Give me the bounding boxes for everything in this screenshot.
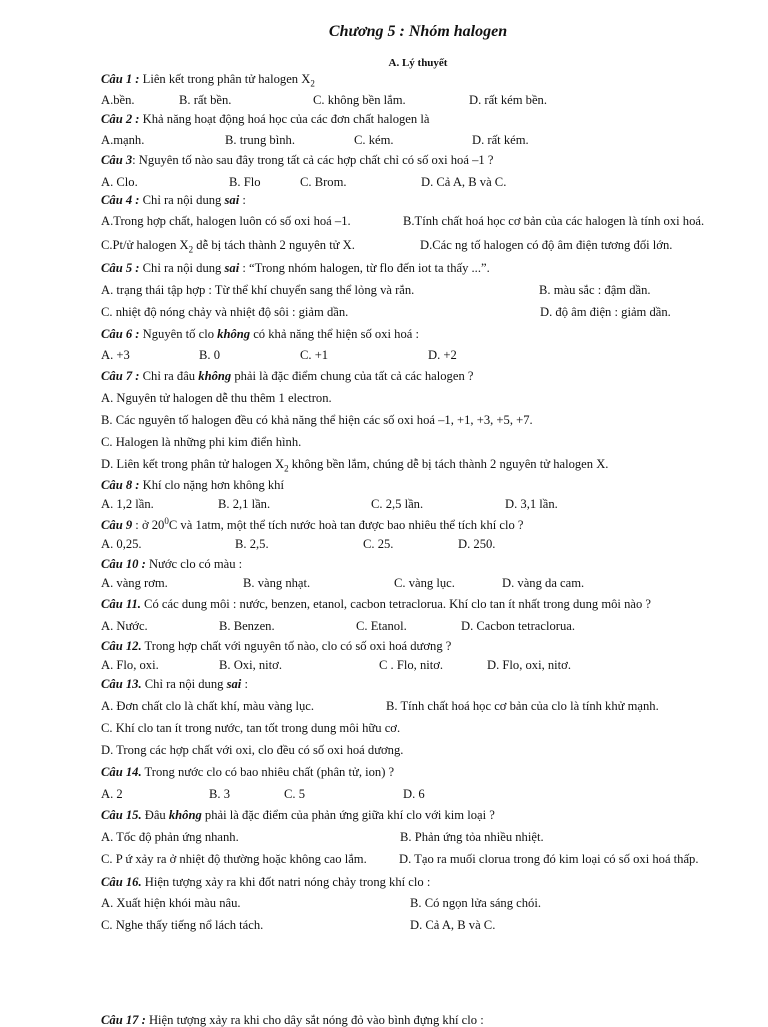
question-8	[101, 479, 284, 492]
question-text: Trong hợp chất với nguyên tố nào, clo có số oxi hoá dương ?	[141, 639, 452, 653]
question-text: :	[241, 677, 248, 691]
question-text: Hiện tượng xảy ra khi đốt natri nóng chảy trong khí clo :	[141, 875, 431, 889]
question-text: Hiện tượng xảy ra khi cho dây sắt nóng đỏ vào bình đựng khí clo :	[145, 1013, 484, 1027]
question-text: :	[239, 193, 246, 207]
option-d: D. Flo, oxi, nitơ.	[487, 658, 571, 672]
option-a: A.bền.	[101, 93, 135, 107]
subscript: 2	[188, 244, 194, 255]
question-text: có khả năng thể hiện số oxi hoá :	[250, 327, 419, 341]
option-d: D. 6	[403, 787, 425, 801]
option-a: A. Nước.	[101, 619, 148, 633]
option-d: D. +2	[428, 348, 457, 362]
question-label: Câu 6 :	[101, 327, 140, 341]
question-5	[101, 262, 490, 275]
question-text: Trong nước clo có bao nhiêu chất (phân tử, ion) ?	[141, 765, 395, 779]
question-text: : ở 20	[132, 518, 165, 533]
question-label: Câu 3	[101, 153, 133, 167]
option-c: C. 5	[284, 787, 305, 801]
option-c: C . Flo, nitơ.	[379, 658, 444, 672]
question-label: Câu 13.	[101, 677, 142, 691]
question-label: Câu 16.	[101, 875, 142, 889]
option-d: D. độ âm điện : giảm dần.	[540, 305, 671, 319]
option-b: B. Oxi, nitơ.	[219, 658, 282, 672]
option-b: B. Có ngọn lửa sáng chói.	[410, 896, 542, 910]
emphasis: sai	[224, 193, 240, 207]
option-a: A. 1,2 lần.	[101, 497, 154, 511]
emphasis: không	[198, 369, 232, 383]
option-c	[101, 239, 355, 255]
subscript: 2	[284, 463, 289, 474]
question-label: Câu 14.	[101, 765, 142, 779]
option-d: D. 3,1 lần.	[505, 497, 558, 511]
option-d: D. rất kém.	[472, 133, 529, 147]
question-text: Nguyên tố clo	[139, 327, 218, 341]
option-c: C. 2,5 lần.	[371, 497, 424, 511]
option-c: C. không bền lắm.	[313, 93, 406, 107]
option-c: C. Etanol.	[356, 619, 407, 633]
question-12	[101, 640, 451, 653]
question-15	[101, 809, 495, 822]
subscript: 2	[310, 78, 315, 89]
option-c: C. nhiệt độ nóng chảy và nhiệt độ sôi : giảm dần.	[101, 305, 349, 319]
chapter-title: Chương 5 : Nhóm halogen	[328, 23, 508, 40]
question-label: Câu 1 :	[101, 72, 140, 86]
question-label: Câu 17 :	[101, 1013, 146, 1027]
question-text: Chỉ ra đâu	[139, 369, 199, 383]
question-14	[101, 766, 394, 779]
question-text: : Nguyên tố nào sau đây trong tất cả các hợp chất chỉ có số oxi hoá –1 ?	[132, 153, 494, 167]
option-b: B. 2,1 lần.	[218, 497, 271, 511]
option-a: A. Nguyên tử halogen dễ thu thêm 1 electron.	[101, 391, 332, 405]
question-text: Chỉ ra nội dung	[139, 193, 225, 207]
question-11	[101, 598, 651, 611]
emphasis: sai	[226, 677, 242, 691]
question-2	[101, 113, 429, 126]
option-c: C. Brom.	[300, 175, 347, 189]
option-b: B. vàng nhạt.	[243, 576, 311, 590]
option-text: dễ bị tách thành 2 nguyên tử X.	[193, 238, 355, 252]
option-b: B. Phản ứng tỏa nhiều nhiệt.	[400, 830, 544, 844]
option-b: B.Tính chất hoá học cơ bản của các halogen là tính oxi hoá.	[403, 214, 705, 228]
question-1	[101, 73, 315, 89]
option-d: D. Cả A, B và C.	[410, 918, 496, 932]
emphasis: không	[168, 808, 202, 822]
question-text: phải là đặc điểm chung của tất cả các halogen ?	[231, 369, 474, 383]
option-c: C. kém.	[354, 133, 394, 147]
question-label: Câu 11.	[101, 597, 141, 611]
option-text: D. Liên kết trong phân tử halogen X	[101, 457, 285, 471]
option-d: D. Cả A, B và C.	[421, 175, 507, 189]
option-c: C. 25.	[363, 537, 394, 551]
option-b: B. rất bền.	[179, 93, 232, 107]
option-a: A. vàng rơm.	[101, 576, 168, 590]
option-d: D. Trong các hợp chất với oxi, clo đều có số oxi hoá dương.	[101, 743, 404, 757]
question-text: Có các dung môi : nước, benzen, etanol, cacbon tetraclorua. Khí clo tan ít nhất trong dung môi nào ?	[140, 597, 651, 611]
question-7	[101, 370, 473, 383]
question-10	[101, 558, 242, 571]
option-a: A. Đơn chất clo là chất khí, màu vàng lục.	[101, 699, 314, 713]
question-label: Câu 12.	[101, 639, 142, 653]
question-text: Chỉ ra nội dung	[141, 677, 227, 691]
option-a: A. 0,25.	[101, 537, 142, 551]
option-c: C. Khí clo tan ít trong nước, tan tốt trong dung môi hữu cơ.	[101, 721, 401, 735]
option-b: B. 2,5.	[235, 537, 269, 551]
question-label: Câu 10 :	[101, 557, 146, 571]
option-a: A.mạnh.	[101, 133, 145, 147]
option-d	[101, 458, 608, 474]
option-c: C. +1	[300, 348, 329, 362]
option-d: D. 250.	[458, 537, 496, 551]
option-b: B. Tính chất hoá học cơ bản của clo là tính khử mạnh.	[386, 699, 659, 713]
question-3	[101, 154, 493, 167]
question-16	[101, 876, 430, 889]
option-b: B. Flo	[229, 175, 261, 189]
question-label: Câu 8 :	[101, 478, 140, 492]
superscript: 0	[164, 516, 169, 526]
question-text: : “Trong nhóm halogen, từ flo đến iot ta thấy ...”.	[239, 261, 490, 275]
emphasis: sai	[224, 261, 240, 275]
question-17-cutoff	[101, 1014, 484, 1027]
option-text: C.Pt/ử halogen X	[101, 238, 189, 252]
option-a: A. +3	[101, 348, 130, 362]
question-text: Liên kết trong phân tử halogen X	[139, 72, 311, 86]
option-a: A. 2	[101, 787, 123, 801]
option-a: A.Trong hợp chất, halogen luôn có số oxi hoá –1.	[101, 214, 351, 228]
question-4	[101, 194, 246, 207]
option-b: B. Benzen.	[219, 619, 275, 633]
question-label: Câu 7 :	[101, 369, 140, 383]
question-label: Câu 4 :	[101, 193, 140, 207]
question-9	[101, 517, 524, 532]
question-text: Khí clo nặng hơn không khí	[139, 478, 284, 492]
question-label: Câu 15.	[101, 808, 142, 822]
question-13	[101, 678, 248, 691]
option-d: D. vàng da cam.	[502, 576, 585, 590]
option-a: A. Flo, oxi.	[101, 658, 159, 672]
option-b: B. màu sắc : đậm dần.	[539, 283, 651, 297]
section-heading: A. Lý thuyết	[388, 57, 448, 69]
option-b: B. trung bình.	[225, 133, 295, 147]
question-label: Câu 9	[101, 518, 133, 533]
question-text: phải là đặc điểm của phản ứng giữa khí clo với kim loại ?	[201, 808, 495, 822]
question-label: Câu 2 :	[101, 112, 140, 126]
option-a: A. Xuất hiện khói màu nâu.	[101, 896, 241, 910]
option-a: A. Tốc độ phản ứng nhanh.	[101, 830, 239, 844]
question-text: C và 1atm, một thể tích nước hoà tan được bao nhiêu thể tích khí clo ?	[168, 518, 524, 533]
question-text: Khả năng hoạt động hoá học của các đơn chất halogen là	[139, 112, 430, 126]
question-label: Câu 5 :	[101, 261, 140, 275]
option-c: C. Halogen là những phi kim điển hình.	[101, 435, 302, 449]
question-text: Đâu	[141, 808, 169, 822]
question-text: Chỉ ra nội dung	[139, 261, 225, 275]
option-d: D. rất kém bền.	[469, 93, 547, 107]
emphasis: không	[217, 327, 251, 341]
option-b: B. Các nguyên tố halogen đều có khả năng thể hiện các số oxi hoá –1, +1, +3, +5, +7.	[101, 413, 533, 427]
option-text: không bền lắm, chúng dễ bị tách thành 2 nguyên tử halogen X.	[288, 457, 609, 471]
option-c: C. vàng lục.	[394, 576, 455, 590]
question-text: Nước clo có màu :	[145, 557, 243, 571]
option-a: A. Clo.	[101, 175, 138, 189]
option-d: D.Các ng tố halogen có độ âm điện tương đối lớn.	[420, 238, 673, 252]
option-c: C. P ứ xảy ra ở nhiệt độ thường hoặc không cao lắm.	[101, 852, 367, 866]
option-b: B. 0	[199, 348, 220, 362]
option-d: D. Cacbon tetraclorua.	[461, 619, 575, 633]
option-c: C. Nghe thấy tiếng nổ lách tách.	[101, 918, 264, 932]
option-a: A. trạng thái tập hợp : Từ thể khí chuyển sang thể lỏng và rắn.	[101, 283, 415, 297]
option-d: D. Tạo ra muối clorua trong đó kim loại có số oxi hoá thấp.	[399, 852, 699, 866]
question-6	[101, 328, 419, 341]
option-b: B. 3	[209, 787, 230, 801]
